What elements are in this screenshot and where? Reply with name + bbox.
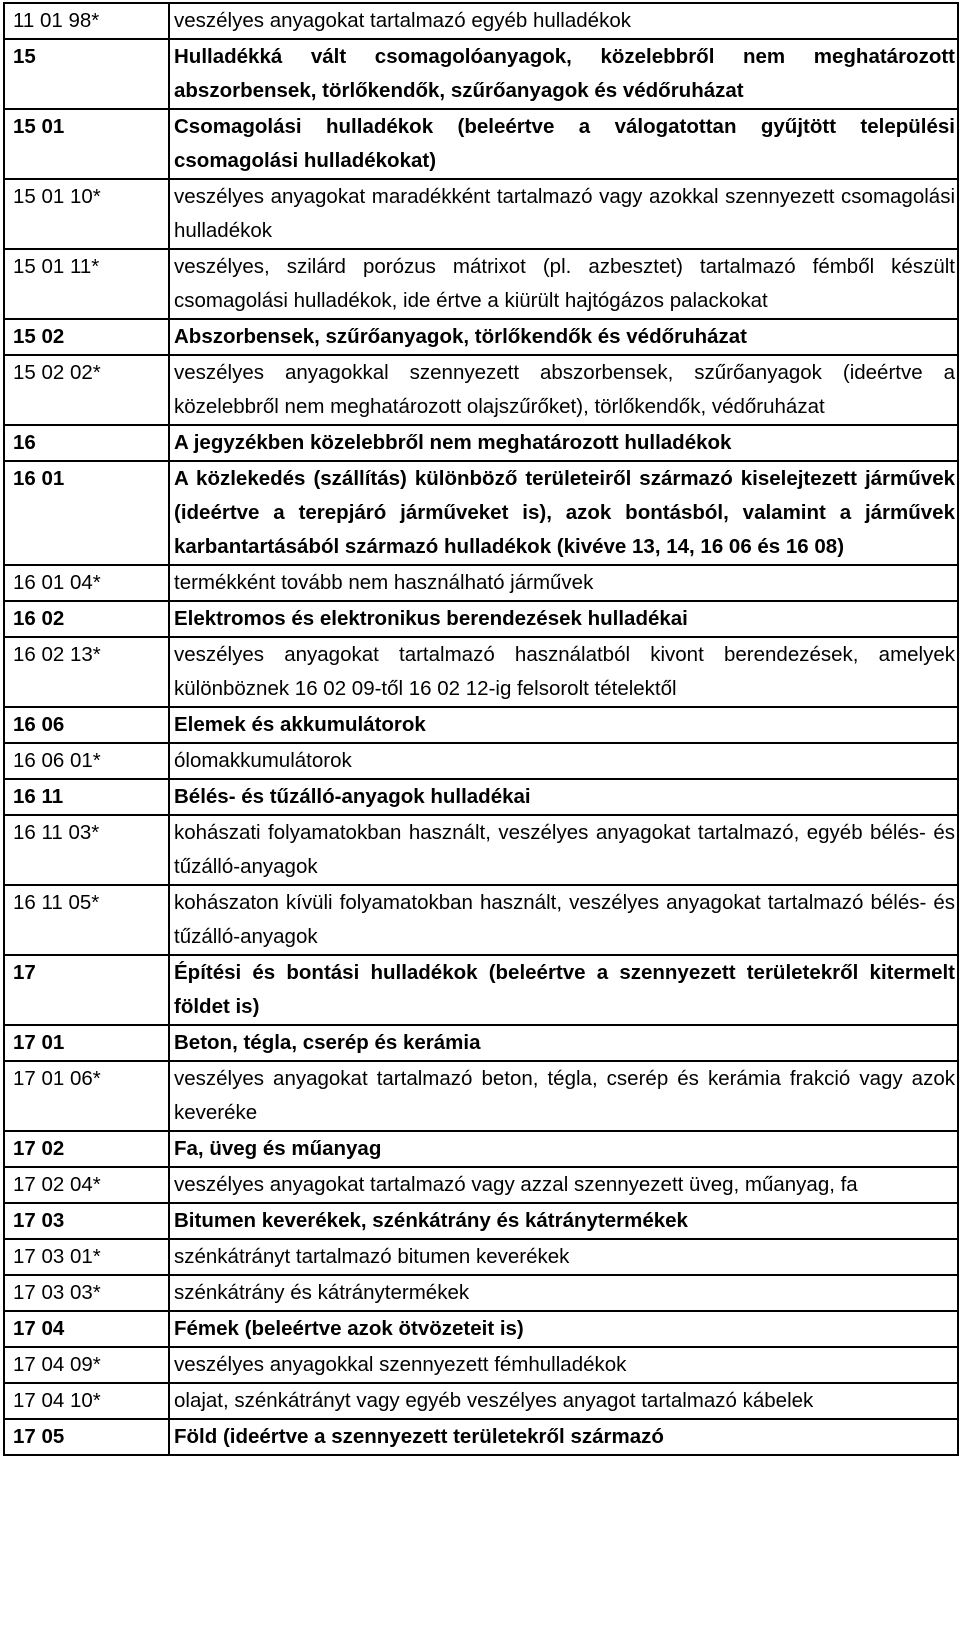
table-row <box>4 565 958 601</box>
table-row <box>4 39 958 109</box>
waste-code-cell: 17 04 09* <box>4 1347 169 1383</box>
waste-code-cell: 15 <box>4 39 169 109</box>
waste-code-cell: 16 01 04* <box>4 565 169 601</box>
waste-description-cell: A jegyzékben közelebbről nem meghatározott hulladékok <box>169 425 958 461</box>
table-row <box>4 885 958 955</box>
waste-description-cell: veszélyes anyagokat maradékként tartalmazó vagy azokkal szennyezett csomagolási hulladékok <box>169 179 958 249</box>
waste-description-cell: veszélyes, szilárd porózus mátrixot (pl. azbesztet) tartalmazó fémből készült csomagolási hulladékok, ide értve a kiürült hajtógázos palackokat <box>169 249 958 319</box>
waste-description-cell: Bitumen keverékek, szénkátrány és kátránytermékek <box>169 1203 958 1239</box>
waste-description-cell: Bélés- és tűzálló-anyagok hulladékai <box>169 779 958 815</box>
waste-description-cell: Elemek és akkumulátorok <box>169 707 958 743</box>
table-row <box>4 1061 958 1131</box>
waste-description-cell: veszélyes anyagokkal szennyezett fémhulladékok <box>169 1347 958 1383</box>
waste-description-cell: Föld (ideértve a szennyezett területekről származó <box>169 1419 958 1455</box>
waste-description-cell: A közlekedés (szállítás) különböző területeiről származó kiselejtezett járművek (ideértve a terepjáró járműveket is), azok bontásból, valamint a járművek karbantartásából származó hulladékok (kivéve 13, 14, 16 06 és 16 08) <box>169 461 958 565</box>
waste-code-cell: 16 11 05* <box>4 885 169 955</box>
waste-code-cell: 16 02 <box>4 601 169 637</box>
table-row <box>4 601 958 637</box>
waste-code-cell: 16 11 03* <box>4 815 169 885</box>
waste-description-cell: veszélyes anyagokkal szennyezett abszorbensek, szűrőanyagok (ideértve a közelebbről nem meghatározott olajszűrőket), törlőkendők, védőruházat <box>169 355 958 425</box>
table-row <box>4 179 958 249</box>
waste-code-cell: 15 01 10* <box>4 179 169 249</box>
waste-description-cell: Beton, tégla, cserép és kerámia <box>169 1025 958 1061</box>
waste-description-cell: termékként tovább nem használható járművek <box>169 565 958 601</box>
waste-code-cell: 17 01 <box>4 1025 169 1061</box>
table-row <box>4 1419 958 1455</box>
waste-code-cell: 17 04 10* <box>4 1383 169 1419</box>
table-row <box>4 1239 958 1275</box>
waste-code-cell: 17 02 <box>4 1131 169 1167</box>
waste-code-cell: 16 01 <box>4 461 169 565</box>
waste-code-cell: 17 03 03* <box>4 1275 169 1311</box>
table-row <box>4 355 958 425</box>
waste-code-cell: 17 01 06* <box>4 1061 169 1131</box>
table-row <box>4 707 958 743</box>
waste-description-cell: kohászaton kívüli folyamatokban használt, veszélyes anyagokat tartalmazó bélés- és tűzálló-anyagok <box>169 885 958 955</box>
waste-description-cell: Csomagolási hulladékok (beleértve a válogatottan gyűjtött települési csomagolási hulladékokat) <box>169 109 958 179</box>
waste-description-cell: Hulladékká vált csomagolóanyagok, közelebbről nem meghatározott abszorbensek, törlőkendők, szűrőanyagok és védőruházat <box>169 39 958 109</box>
waste-code-cell: 17 03 01* <box>4 1239 169 1275</box>
table-row <box>4 3 958 39</box>
table-row <box>4 319 958 355</box>
table-row <box>4 425 958 461</box>
table-row <box>4 637 958 707</box>
waste-code-cell: 17 02 04* <box>4 1167 169 1203</box>
table-row <box>4 955 958 1025</box>
waste-code-cell: 16 06 01* <box>4 743 169 779</box>
waste-description-cell: ólomakkumulátorok <box>169 743 958 779</box>
waste-description-cell: Építési és bontási hulladékok (beleértve a szennyezett területekről kitermelt földet is) <box>169 955 958 1025</box>
waste-code-cell: 11 01 98* <box>4 3 169 39</box>
waste-code-cell: 16 11 <box>4 779 169 815</box>
waste-description-cell: veszélyes anyagokat tartalmazó egyéb hulladékok <box>169 3 958 39</box>
table-row <box>4 743 958 779</box>
waste-code-cell: 17 03 <box>4 1203 169 1239</box>
waste-description-cell: szénkátrányt tartalmazó bitumen keverékek <box>169 1239 958 1275</box>
table-row <box>4 1203 958 1239</box>
waste-code-cell: 16 02 13* <box>4 637 169 707</box>
waste-description-cell: Abszorbensek, szűrőanyagok, törlőkendők és védőruházat <box>169 319 958 355</box>
waste-description-cell: veszélyes anyagokat tartalmazó vagy azzal szennyezett üveg, műanyag, fa <box>169 1167 958 1203</box>
table-row <box>4 109 958 179</box>
table-row <box>4 1025 958 1061</box>
waste-code-cell: 17 <box>4 955 169 1025</box>
waste-code-cell: 17 05 <box>4 1419 169 1455</box>
waste-description-cell: Fa, üveg és műanyag <box>169 1131 958 1167</box>
table-row <box>4 779 958 815</box>
waste-code-cell: 15 01 11* <box>4 249 169 319</box>
waste-code-cell: 17 04 <box>4 1311 169 1347</box>
waste-code-rows <box>4 3 958 1455</box>
table-row <box>4 815 958 885</box>
table-row <box>4 249 958 319</box>
waste-code-cell: 15 01 <box>4 109 169 179</box>
waste-code-cell: 15 02 <box>4 319 169 355</box>
waste-description-cell: Elektromos és elektronikus berendezések hulladékai <box>169 601 958 637</box>
waste-description-cell: veszélyes anyagokat tartalmazó beton, tégla, cserép és kerámia frakció vagy azok keveréke <box>169 1061 958 1131</box>
waste-description-cell: kohászati folyamatokban használt, veszélyes anyagokat tartalmazó, egyéb bélés- és tűzálló-anyagok <box>169 815 958 885</box>
table-row <box>4 1383 958 1419</box>
waste-description-cell: szénkátrány és kátránytermékek <box>169 1275 958 1311</box>
waste-code-cell: 15 02 02* <box>4 355 169 425</box>
table-row <box>4 1275 958 1311</box>
table-row <box>4 1311 958 1347</box>
waste-code-cell: 16 <box>4 425 169 461</box>
waste-code-cell: 16 06 <box>4 707 169 743</box>
table-row <box>4 461 958 565</box>
waste-description-cell: Fémek (beleértve azok ötvözeteit is) <box>169 1311 958 1347</box>
table-row <box>4 1131 958 1167</box>
table-row <box>4 1167 958 1203</box>
table-row <box>4 1347 958 1383</box>
waste-description-cell: veszélyes anyagokat tartalmazó használatból kivont berendezések, amelyek különböznek 16 02 09-től 16 02 12-ig felsorolt tételektől <box>169 637 958 707</box>
waste-code-table <box>3 2 959 1456</box>
waste-description-cell: olajat, szénkátrányt vagy egyéb veszélyes anyagot tartalmazó kábelek <box>169 1383 958 1419</box>
